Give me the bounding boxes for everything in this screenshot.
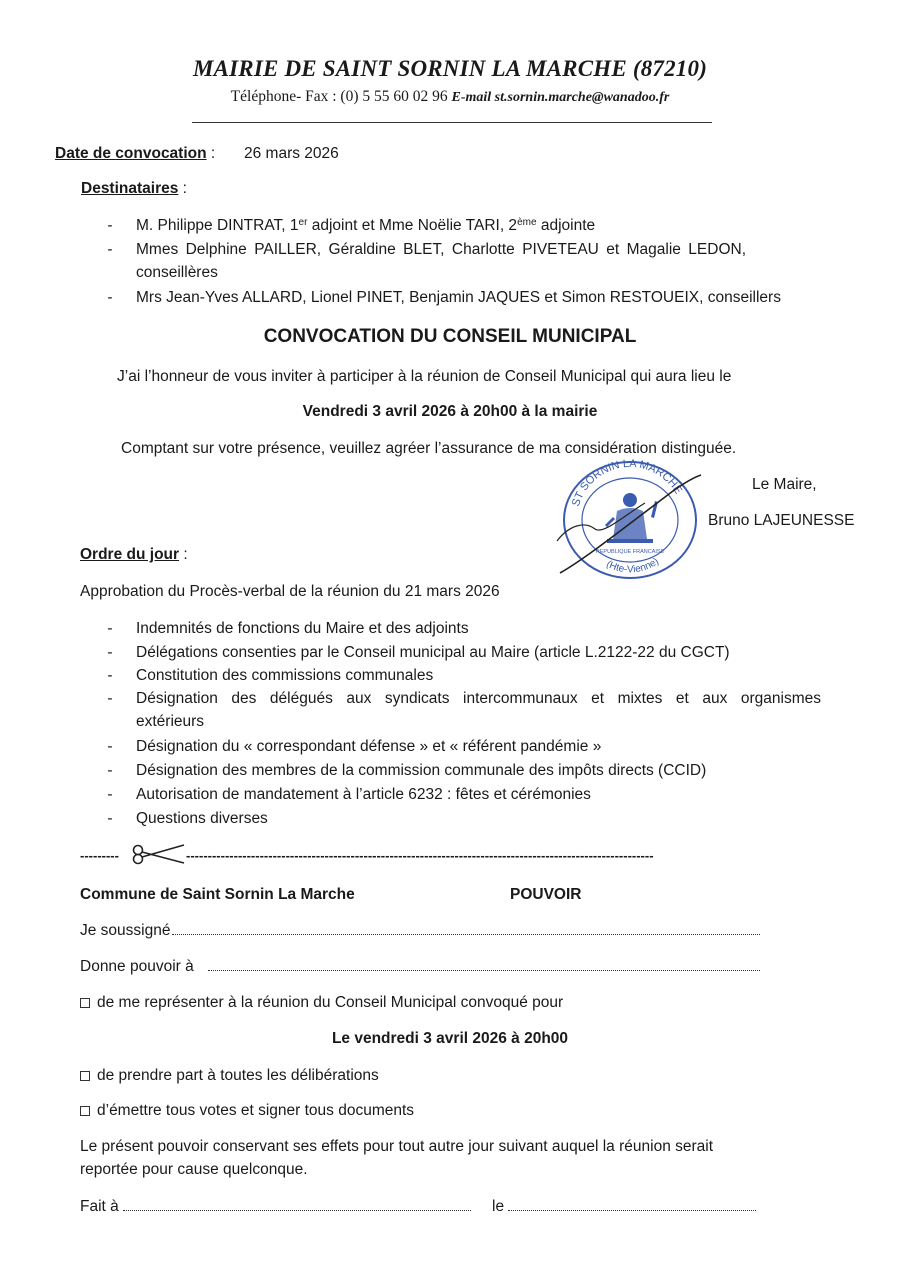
agenda-item: Indemnités de fonctions du Maire et des adjoints	[136, 620, 469, 637]
meeting-date: Vendredi 3 avril 2026 à 20h00 à la mairie	[302, 403, 598, 420]
agenda-item: Délégations consenties par le Conseil municipal au Maire (article L.2122-22 du CGCT)	[136, 644, 730, 661]
validity-text-2: reportée pour cause quelconque.	[80, 1161, 308, 1178]
bullet: -	[107, 289, 113, 306]
agenda-item: Questions diverses	[136, 810, 268, 827]
header-phone: Téléphone- Fax : (0) 5 55 60 02 96	[230, 88, 448, 105]
bullet: -	[107, 217, 113, 234]
header-divider	[192, 122, 712, 123]
stamp-banner: REPUBLIQUE FRANCAISE	[595, 549, 665, 555]
mayor-stamp	[555, 455, 705, 585]
done-at-label: Fait à	[80, 1198, 119, 1215]
signature-title: Le Maire,	[752, 476, 817, 493]
proxy-meeting-date: Le vendredi 3 avril 2026 à 20h00	[331, 1030, 569, 1047]
date-field[interactable]	[508, 1210, 756, 1211]
convocation-date: Date de convocation :	[55, 145, 216, 162]
bullet: -	[107, 738, 113, 755]
signature-name: Bruno LAJEUNESSE	[708, 512, 855, 529]
agenda-approval: Approbation du Procès-verbal de la réunion du 21 mars 2026	[80, 583, 500, 600]
recipient-line-2b: conseillères	[136, 264, 218, 281]
convocation-date-label: Date de convocation	[55, 145, 207, 162]
deliberations-checkbox[interactable]	[80, 1071, 90, 1081]
bullet: -	[107, 810, 113, 827]
bullet: -	[107, 786, 113, 803]
header-email: E-mail st.sornin.marche@wanadoo.fr	[451, 90, 670, 105]
cut-line-left: ---------	[80, 848, 119, 863]
bullet: -	[107, 620, 113, 637]
bullet: -	[107, 690, 113, 707]
scissors-icon	[130, 843, 186, 865]
recipient-line-3: Mrs Jean-Yves ALLARD, Lionel PINET, Benjamin JAQUES et Simon RESTOUEIX, conseillers	[136, 289, 781, 306]
closing-text: Comptant sur votre présence, veuillez agréer l’assurance de ma considération distinguée.	[121, 440, 737, 457]
recipient-line-2a: Mmes Delphine PAILLER, Géraldine BLET, Charlotte PIVETEAU et Magalie LEDON,	[136, 241, 746, 258]
undersigned-label: Je soussigné	[80, 922, 171, 939]
invitation-text: J’ai l’honneur de vous inviter à participer à la réunion de Conseil Municipal qui aura lieu le	[117, 368, 732, 385]
option-votes[interactable]: d’émettre tous votes et signer tous documents	[80, 1102, 414, 1120]
option-represent[interactable]: de me représenter à la réunion du Conseil Municipal convoqué pour	[80, 994, 563, 1012]
proxy-title: POUVOIR	[510, 886, 582, 903]
validity-text-1: Le présent pouvoir conservant ses effets pour tout autre jour suivant auquel la réunion serait	[80, 1138, 714, 1155]
recipient-line-1: M. Philippe DINTRAT, 1er adjoint et Mme Noëlie TARI, 2ème adjointe	[136, 217, 596, 234]
stamp-top-text: ST SORNIN LA MARCHE	[569, 457, 685, 508]
option-deliberations[interactable]: de prendre part à toutes les délibérations	[80, 1067, 379, 1085]
page-title: MAIRIE DE SAINT SORNIN LA MARCHE (87210)	[192, 56, 708, 81]
recipients-heading: Destinataires :	[81, 180, 187, 197]
agenda-item: Désignation des membres de la commission communale des impôts directs (CCID)	[136, 762, 707, 779]
proxy-commune: Commune de Saint Sornin La Marche	[80, 886, 355, 903]
proxy-holder-field[interactable]	[208, 970, 760, 971]
convocation-title: CONVOCATION DU CONSEIL MUNICIPAL	[263, 326, 637, 347]
agenda-item: Désignation du « correspondant défense » et « référent pandémie »	[136, 738, 602, 755]
votes-checkbox[interactable]	[80, 1106, 90, 1116]
convocation-date-value: 26 mars 2026	[244, 145, 339, 162]
agenda-item: Autorisation de mandatement à l’article 6232 : fêtes et cérémonies	[136, 786, 591, 803]
bullet: -	[107, 644, 113, 661]
bullet: -	[107, 667, 113, 684]
bullet: -	[107, 241, 113, 258]
represent-checkbox[interactable]	[80, 998, 90, 1008]
done-at-field[interactable]	[123, 1210, 471, 1211]
stamp-bottom-text: (Hte-Vienne)	[604, 556, 661, 576]
agenda-item: Constitution des commissions communales	[136, 667, 434, 684]
undersigned-field[interactable]	[172, 934, 760, 935]
agenda-item-continued: extérieurs	[136, 713, 205, 730]
header-contact	[0, 88, 900, 106]
bullet: -	[107, 762, 113, 779]
date-label: le	[492, 1198, 505, 1215]
cut-line-right: ------------------------------------------------------------------------------------------------------------	[186, 848, 654, 863]
agenda-item: Désignation des délégués aux syndicats intercommunaux et mixtes et aux organismes	[136, 690, 821, 707]
gives-power-label: Donne pouvoir à	[80, 958, 194, 975]
agenda-heading: Ordre du jour :	[80, 546, 188, 563]
